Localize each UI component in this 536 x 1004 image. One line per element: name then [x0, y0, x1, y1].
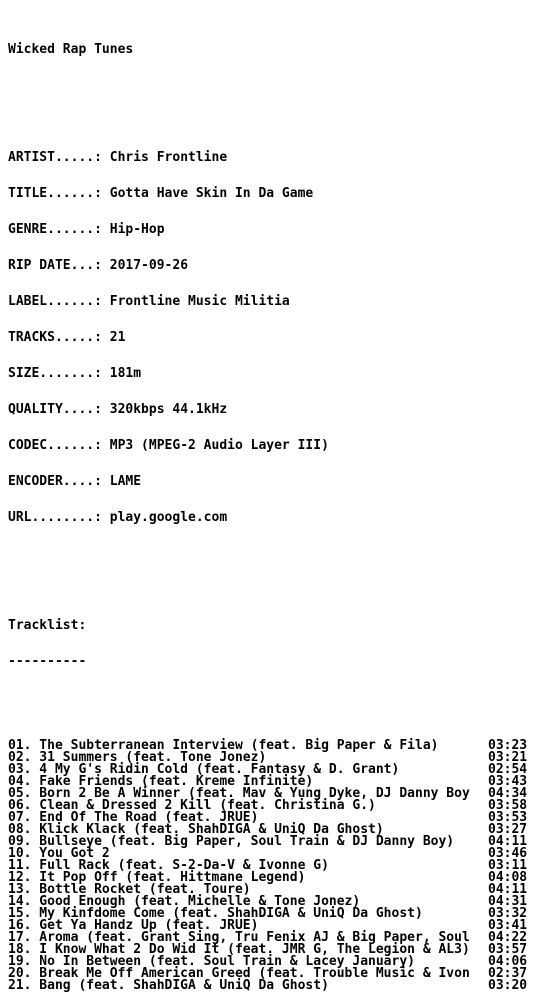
track-title: 05. Born 2 Be A Winner (feat. Mav & Yung Dyke, DJ Danny Boy: [8, 786, 470, 801]
info-value: 21: [109, 330, 126, 345]
track-title: 20. Break Me Off American Greed (feat. Trouble Music & Ivon: [8, 966, 470, 981]
track-duration: 03:23: [488, 738, 528, 753]
info-label: SIZE.......:: [8, 366, 102, 381]
info-genre: [8, 224, 536, 236]
track-title: 06. Clean & Dressed 2 Kill (feat. Christina G.): [8, 798, 376, 813]
info-block: [8, 128, 536, 548]
track-duration: 02:54: [488, 762, 528, 777]
tracklist: [8, 740, 536, 992]
track-duration: 03:32: [488, 906, 528, 921]
info-value: Hip-Hop: [109, 222, 165, 237]
info-value: Gotta Have Skin In Da Game: [109, 186, 314, 201]
nfo-text: [8, 20, 536, 1004]
info-artist: [8, 152, 536, 164]
spacer: [8, 80, 536, 92]
info-label: QUALITY....:: [8, 402, 102, 417]
info-value: play.google.com: [109, 510, 228, 525]
track-title: 08. Klick Klack (feat. ShahDIGA & UniQ Da Ghost): [8, 822, 384, 837]
info-title: [8, 188, 536, 200]
track-title: 11. Full Rack (feat. S-2-Da-V & Ivonne G): [8, 858, 329, 873]
track-duration: 03:27: [488, 822, 528, 837]
track-title: 19. No In Between (feat. Soul Train & Lacey January): [8, 954, 415, 969]
track-duration: 03:41: [488, 918, 528, 933]
track-duration: 03:46: [488, 846, 528, 861]
info-value: Frontline Music Militia: [109, 294, 290, 309]
track-title: 07. End Of The Road (feat. JRUE): [8, 810, 259, 825]
track-duration: 03:20: [488, 978, 528, 993]
info-label: ARTIST.....:: [8, 150, 102, 165]
info-label-name: [8, 296, 536, 308]
tracklist-heading: Tracklist:: [8, 618, 87, 633]
tracklist-underline: ----------: [8, 654, 87, 669]
info-label: TRACKS.....:: [8, 330, 102, 345]
track-duration: 04:11: [488, 834, 528, 849]
track-row: [8, 980, 528, 992]
track-title: 21. Bang (feat. ShahDIGA & UniQ Da Ghost): [8, 978, 329, 993]
track-duration: 04:11: [488, 882, 528, 897]
track-title: 14. Good Enough (feat. Michelle & Tone Jonez): [8, 894, 361, 909]
track-duration: 03:58: [488, 798, 528, 813]
info-label: ENCODER....:: [8, 474, 102, 489]
track-duration: 03:11: [488, 858, 528, 873]
track-title: 04. Fake Friends (feat. Kreme Infinite): [8, 774, 314, 789]
info-value: LAME: [109, 474, 142, 489]
info-label: LABEL......:: [8, 294, 102, 309]
info-encoder: [8, 476, 536, 488]
spacer: [8, 692, 536, 704]
track-title: 16. Get Ya Handz Up (feat. JRUE): [8, 918, 259, 933]
track-title: 02. 31 Summers (feat. Tone Jonez): [8, 750, 267, 765]
track-duration: 03:53: [488, 810, 528, 825]
info-value: 181m: [109, 366, 142, 381]
track-title: 09. Bullseye (feat. Big Paper, Soul Train & DJ Danny Boy): [8, 834, 455, 849]
info-value: 2017-09-26: [109, 258, 189, 273]
track-title: 10. You Got 2: [8, 846, 110, 861]
track-title: 17. Aroma (feat. Grant Sing, Tru Fenix AJ & Big Paper, Soul: [8, 930, 470, 945]
track-title: 15. My Kinfdome Come (feat. ShahDIGA & UniQ Da Ghost): [8, 906, 423, 921]
track-duration: 04:31: [488, 894, 528, 909]
info-rip-date: [8, 260, 536, 272]
info-value: Chris Frontline: [109, 150, 228, 165]
info-codec: [8, 440, 536, 452]
info-label: RIP DATE...:: [8, 258, 102, 273]
track-title: 12. It Pop Off (feat. Hittmane Legend): [8, 870, 306, 885]
info-size: [8, 368, 536, 380]
track-duration: 04:08: [488, 870, 528, 885]
track-title: 13. Bottle Rocket (feat. Toure): [8, 882, 251, 897]
track-title: 03. 4 My G's Ridin Cold (feat. Fantasy & D. Grant): [8, 762, 400, 777]
info-value: 320kbps 44.1kHz: [109, 402, 228, 417]
spacer: [8, 584, 536, 596]
track-title: 01. The Subterranean Interview (feat. Big Paper & Fila): [8, 738, 439, 753]
info-label: TITLE......:: [8, 186, 102, 201]
track-duration: 02:37: [488, 966, 528, 981]
info-label: URL........:: [8, 510, 102, 525]
info-value: MP3 (MPEG-2 Audio Layer III): [109, 438, 329, 453]
track-duration: 04:06: [488, 954, 528, 969]
info-label: GENRE......:: [8, 222, 102, 237]
track-title: 18. I Know What 2 Do Wid It (feat. JMR G, The Legion & AL3): [8, 942, 470, 957]
info-url: [8, 512, 536, 524]
track-duration: 03:43: [488, 774, 528, 789]
info-tracks: [8, 332, 536, 344]
track-duration: 04:34: [488, 786, 528, 801]
info-label: CODEC......:: [8, 438, 102, 453]
track-duration: 04:22: [488, 930, 528, 945]
track-duration: 03:21: [488, 750, 528, 765]
info-quality: [8, 404, 536, 416]
release-title: Wicked Rap Tunes: [8, 42, 134, 57]
track-duration: 03:57: [488, 942, 528, 957]
